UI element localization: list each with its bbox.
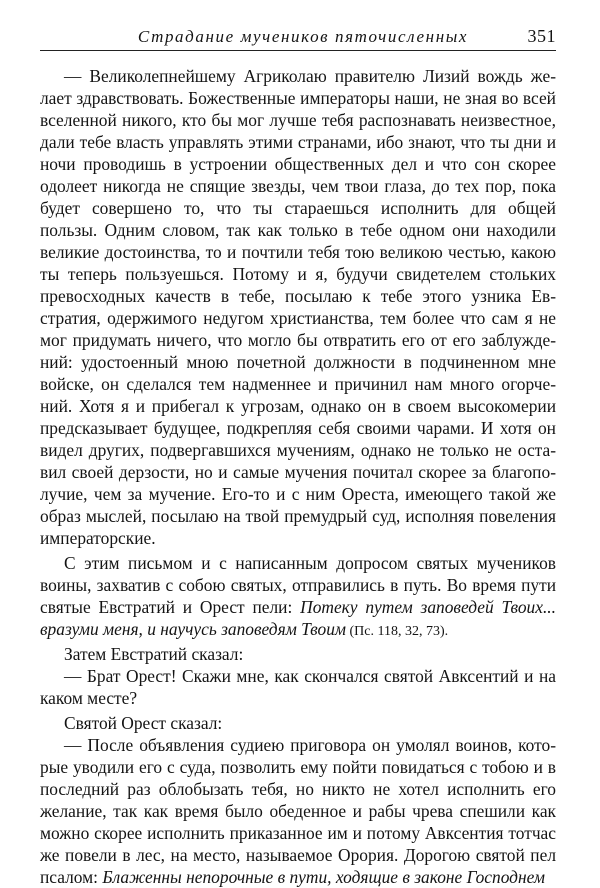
paragraph-text: — Брат Орест! Скажи мне, как скончался святой Авксентий и на каком месте?	[40, 666, 556, 708]
paragraph-journey	[40, 552, 556, 643]
paragraph-text: Затем Евстратий сказал:	[64, 644, 244, 664]
paragraph-eustratius-said	[40, 643, 556, 665]
book-page	[40, 0, 556, 887]
paragraph-text: — Великолепнейшему Агриколаю правителю Лизий вождь желает здравствовать. Божественные императоры наши, не зная во всей вселенной никого, кто бы мог лучше тебя распознавать неизвестное, дали тебе власть управлять этими странами, ибо знают, что ты дни и ночи проводишь в устроении общественных дел и что сон скорее одолеет никогда не спящие звезды, чем твои глаза, до тех пор, пока будет совершено то, что ты стараешься исполнить для общей пользы. Одним словом, так как только в тебе одном они находили великие достоинства, то и почтили тебя тою великою честью, какою ты теперь пользуешься. Потому и я, будучи свидетелем стольких превосходных качеств в тебе, посылаю к тебе этого узника Евстратия, одержимого недугом христианства, тем более что сам я не мог придумать ничего, что могло бы отвратить его от его заблуждений: удостоенный мною почетной должности в подчиненном мне войске, он сделался тем надменнее и причинил нам много огорчений. Хотя я и прибегал к угрозам, однако он в своем высокомерии предсказывает будущее, подкрепляя себя своими чарами. И хотя он видел других, подвергавшихся мучениям, однако не только не оставил своей дерзости, но и самые мучения почитал скорее за благополучие, чем за мучение. Его-то и с ним Ореста, имеющего такой же образ мыслей, посылаю на твой премудрый суд, исполняя повеления императорские.	[40, 66, 556, 548]
running-header	[40, 22, 556, 51]
body-text	[40, 65, 556, 888]
paragraph-text: — После объявления судиею приговора он умолял воинов, которые уводили его с суда, позволить ему пойти повидаться с тобою и в последний раз облобызать тебя, но никто не хотел исполнить его желание, так как время было обеденное и рабы чрева спешили как можно скорее исполнить приказанное им и потому Авксентия тотчас же повели в лес, на место, называемое Орория. Дорогою святой пел псалом:	[40, 735, 556, 887]
scripture-citation: (Пс. 118, 32, 73).	[346, 624, 449, 639]
paragraph-text: С этим письмом и с написанным допросом святых мучеников воины, захватив с собою святых, отправились в путь. Во время пути святые Евстратий и Орест пели:	[40, 553, 556, 617]
paragraph-orestes-said	[40, 712, 556, 734]
scripture-quote: Потеку путем заповедей Твоих... вразуми меня, и научусь заповедям Твоим	[40, 597, 556, 639]
psalm-quote: Блаженны непорочные в пути, ходящие в законе Господнем	[102, 867, 545, 887]
running-title: Страдание мучеников пяточисленных	[137, 27, 468, 46]
paragraph-text: Святой Орест сказал:	[64, 713, 223, 733]
page-number: 351	[527, 26, 556, 46]
paragraph-answer	[40, 734, 556, 888]
paragraph-letter	[40, 65, 556, 549]
paragraph-question	[40, 665, 556, 709]
